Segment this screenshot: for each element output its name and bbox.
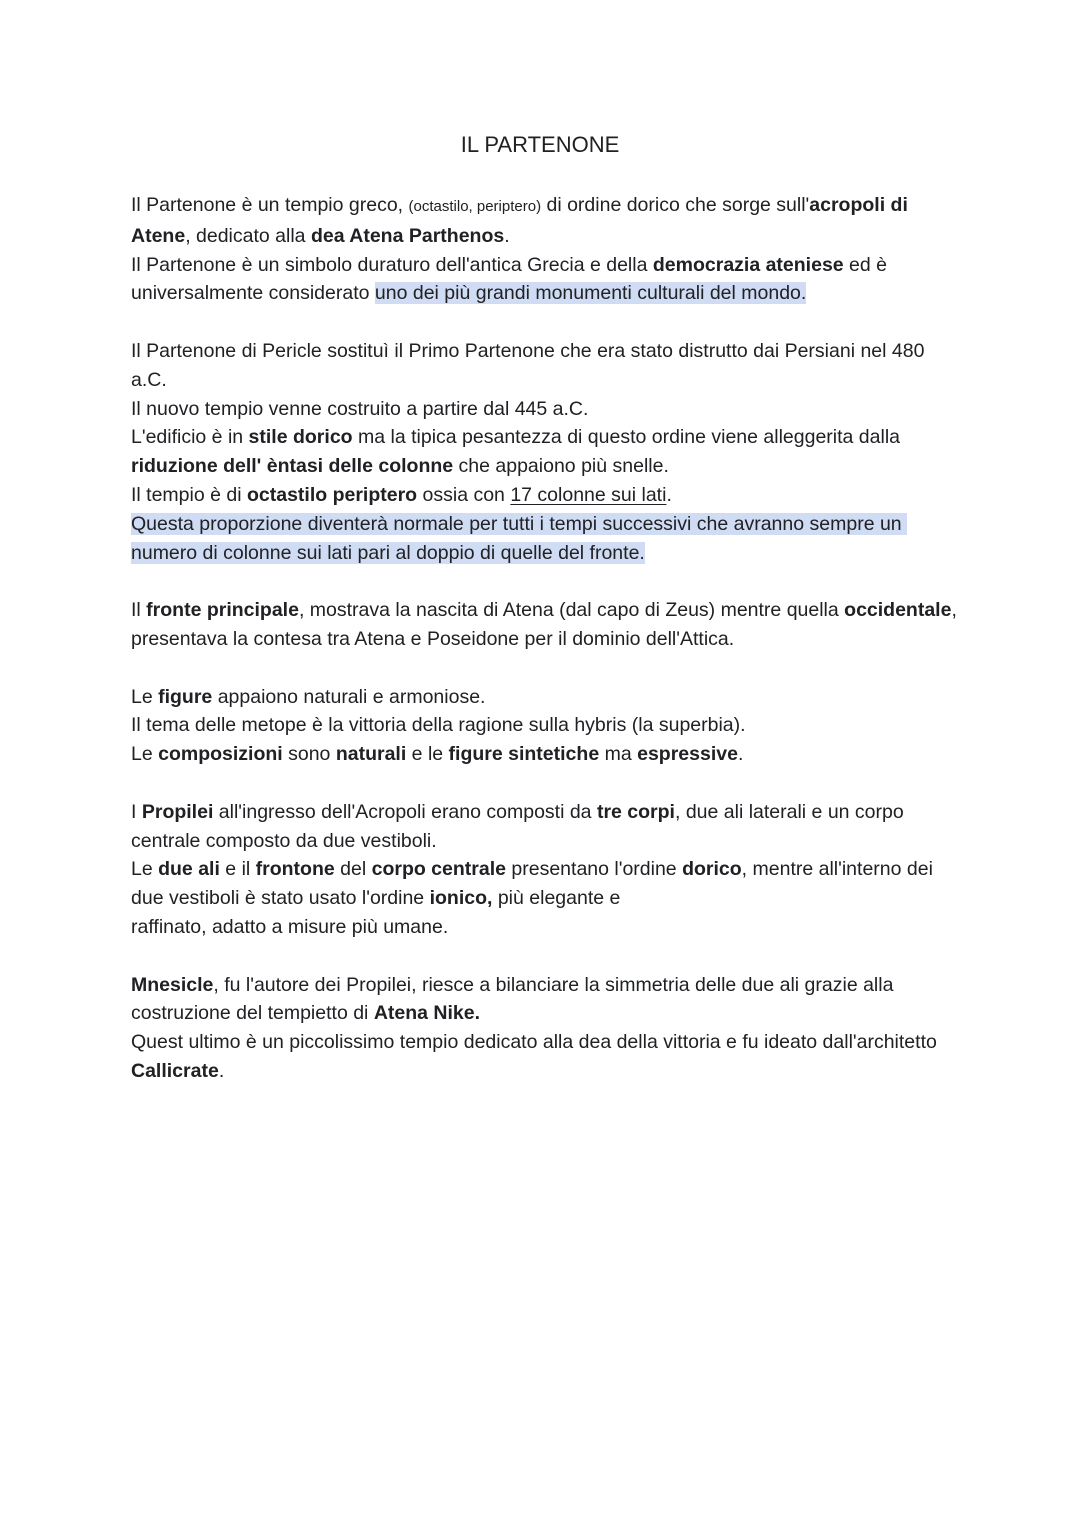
text-segment: più elegante e (492, 887, 626, 910)
text-segment: , mentre all'interno dei due vestiboli è stato usato l'ordine (131, 858, 939, 910)
bold-text: Mnesicle (131, 973, 214, 996)
text-segment: Il (131, 599, 147, 622)
text-segment: Il Partenone è un simbolo duraturo dell'antica Grecia e della (131, 253, 653, 276)
text-segment: Il tema delle metope è la vittoria della ragione sulla hybris (la superbia). (131, 714, 746, 737)
text-segment: appaiono naturali e armoniose. (212, 685, 486, 708)
text-segment: . (737, 743, 744, 766)
bold-text: stile dorico (248, 426, 353, 449)
text-segment: di ordine dorico che sorge sull' (541, 194, 810, 216)
text-segment: ossia con (417, 483, 511, 506)
paragraph-4 (131, 683, 961, 769)
text-segment: Il Partenone è un tempio greco, (131, 194, 409, 216)
bold-text: naturali (335, 743, 407, 766)
text-segment: ma la tipica pesantezza di questo ordine viene alleggerita dalla (352, 426, 906, 449)
text-segment: , presentava la contesa tra Atena e Poseidone per il dominio dell'Attica. (131, 599, 963, 650)
bold-text: due ali (158, 858, 220, 881)
text-segment: Il tempio è di (131, 483, 247, 506)
document-title: IL PARTENONE (460, 132, 620, 157)
highlighted-text: uno dei più grandi monumenti culturali del mondo. (374, 282, 807, 305)
text-segment: Le (131, 743, 159, 766)
text-segment: . (218, 1059, 225, 1082)
bold-text: Atena Nike. (373, 1002, 481, 1025)
paragraph-3 (131, 596, 961, 654)
text-segment: ed è universalmente considerato (131, 253, 893, 305)
text-segment: Il nuovo tempio venne costruito a partire dal 445 a.C. (131, 397, 589, 420)
text-segment: , dedicato alla (185, 224, 311, 247)
bold-text: tre corpi (596, 800, 675, 823)
text-segment: I (131, 800, 142, 823)
bold-text: espressive (637, 743, 738, 766)
paragraph-5 (131, 798, 961, 942)
text-segment: . (504, 224, 510, 247)
bold-text: dorico (682, 858, 742, 881)
text-segment: presentano l'ordine (505, 858, 683, 881)
bold-text: acropoli di Atene (131, 194, 913, 247)
bold-text: democrazia ateniese (652, 253, 844, 276)
bold-text: octastilo periptero (246, 483, 418, 506)
text-segment: sono (282, 743, 336, 766)
paragraph-6 (131, 971, 961, 1086)
bold-text: riduzione dell' èntasi delle colonne (131, 455, 454, 478)
text-segment: che appaiono più snelle. (453, 455, 669, 478)
highlighted-text: Questa proporzione diventerà normale per tutti i tempi successivi che avranno sempre un numero di colonne sui lati pari al doppio di quelle del fronte. (131, 512, 908, 564)
text-segment: e le (406, 743, 449, 766)
text-segment: ma (599, 743, 638, 766)
bold-text: ionico, (429, 887, 493, 910)
text-segment: e il (219, 858, 256, 881)
text-segment: L'edificio è in (131, 426, 249, 449)
paragraph-2 (131, 337, 961, 567)
text-segment: raffinato, adatto a misure più umane. (131, 915, 449, 938)
text-segment: , due ali laterali e un corpo centrale composto da due vestiboli. (131, 800, 910, 852)
text-segment: , mostrava la nascita di Atena (dal capo di Zeus) mentre quella (298, 599, 845, 622)
bold-text: corpo centrale (371, 858, 506, 881)
bold-text: fronte principale (146, 599, 299, 622)
text-segment: all'ingresso dell'Acropoli erano composti da (213, 800, 597, 823)
text-segment: Le (131, 685, 159, 708)
bold-text: frontone (255, 858, 335, 881)
text-segment: Il Partenone di Pericle sostituì il Primo Partenone che era stato distrutto dai Persiani nel 480 a.C. (131, 339, 930, 391)
bold-text: composizioni (158, 743, 283, 766)
underlined-text: 17 colonne sui lati (510, 483, 667, 506)
bold-text: figure (158, 685, 213, 708)
bold-text: figure sintetiche (448, 743, 600, 766)
bold-text: dea Atena Parthenos (310, 224, 505, 247)
document-body (131, 191, 961, 1115)
bold-text: occidentale (844, 599, 952, 622)
paragraph-1 (131, 191, 961, 308)
bold-text: Callicrate (131, 1059, 219, 1082)
text-segment: Quest ultimo è un piccolissimo tempio dedicato alla dea della vittoria e fu ideato dall'architetto (131, 1031, 943, 1054)
text-segment: . (666, 483, 672, 506)
text-segment: Le (131, 858, 159, 881)
text-segment: del (334, 858, 372, 881)
text-segment: , fu l'autore dei Propilei, riesce a bilanciare la simmetria delle due ali grazie alla costruzione del tempietto di (131, 973, 899, 1025)
bold-text: Propilei (141, 800, 214, 823)
small-text: (octastilo, periptero) (408, 198, 542, 215)
